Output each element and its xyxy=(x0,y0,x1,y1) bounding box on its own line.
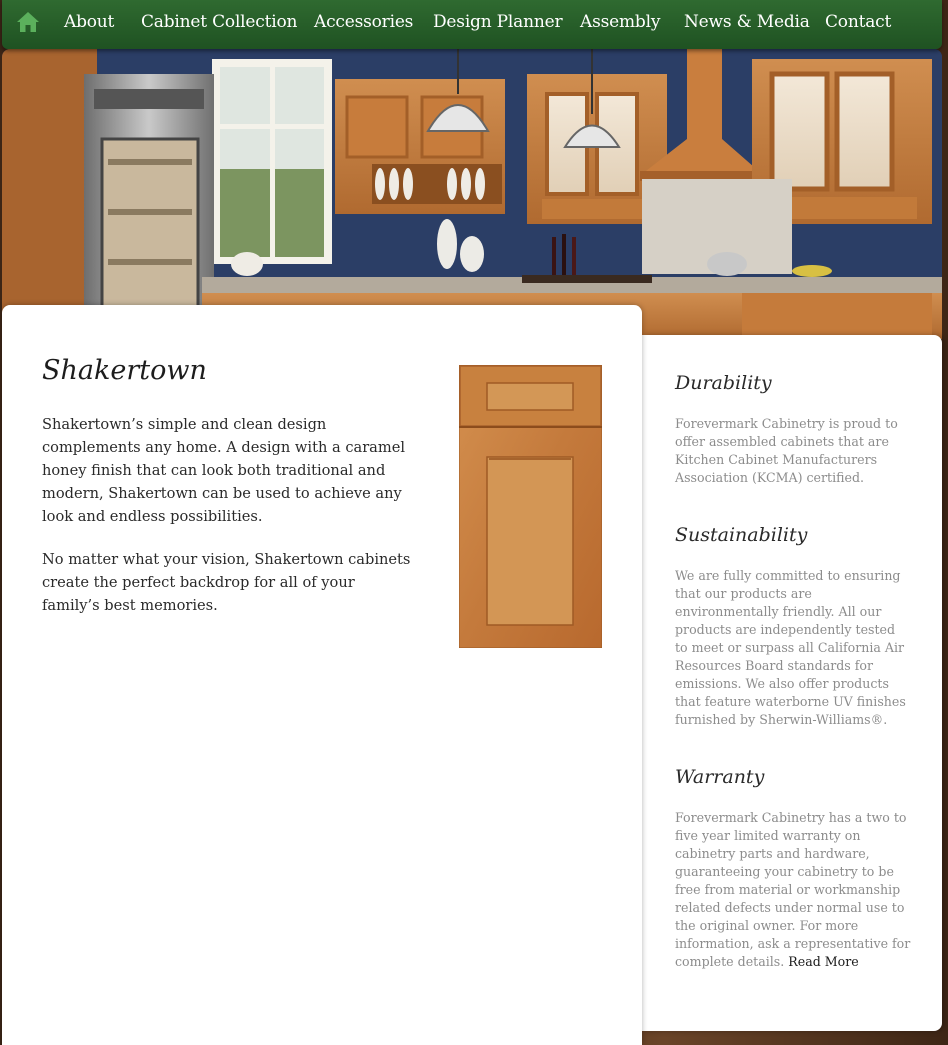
nav-about[interactable]: About xyxy=(64,12,115,32)
read-more-link[interactable]: Read More xyxy=(788,954,859,969)
sustainability-text: We are fully committed to ensuring that our products are environmentally friendly. All our products are independently tested to meet or surpass all California Air Resources Board standards for emissions. We also offer products that feature waterborne UV finishes furnished by Sherwin-Williams®. xyxy=(675,568,906,727)
main-content-card xyxy=(2,305,642,1045)
nav-design-planner[interactable]: Design Planner xyxy=(433,12,563,32)
home-icon[interactable] xyxy=(16,10,40,34)
top-navigation xyxy=(2,0,942,49)
sustainability-heading: Sustainability xyxy=(675,524,808,546)
nav-assembly[interactable]: Assembly xyxy=(580,12,661,32)
warranty-text xyxy=(675,809,911,971)
warranty-heading: Warranty xyxy=(675,766,765,788)
vision-paragraph: No matter what your vision, Shakertown cabinets create the perfect backdrop for all of your family’s best memories. xyxy=(42,551,411,614)
nav-news-media[interactable]: News & Media xyxy=(684,12,810,32)
hero-kitchen-image xyxy=(2,49,942,339)
page-title: Shakertown xyxy=(42,355,207,386)
nav-cabinet-collection[interactable]: Cabinet Collection xyxy=(141,12,298,32)
nav-accessories[interactable]: Accessories xyxy=(314,12,414,32)
intro-paragraph: Shakertown’s simple and clean design complements any home. A design with a caramel honey finish that can look both traditional and modern, Shakertown can be used to achieve any look and endless possibilities. xyxy=(42,416,406,525)
shakertown-door-sample-image xyxy=(459,365,602,648)
durability-heading: Durability xyxy=(675,372,772,394)
durability-text: Forevermark Cabinetry is proud to offer assembled cabinets that are Kitchen Cabinet Manufacturers Association (KCMA) certified. xyxy=(675,416,898,485)
features-sidebar xyxy=(642,335,942,1031)
nav-contact[interactable]: Contact xyxy=(825,12,892,32)
warranty-body: Forevermark Cabinetry has a two to five year limited warranty on cabinetry parts and hardware, guaranteeing your cabinetry to be free from material or workmanship related defects under normal use to the original owner. For more information, ask a representative for complete details. xyxy=(675,810,911,969)
